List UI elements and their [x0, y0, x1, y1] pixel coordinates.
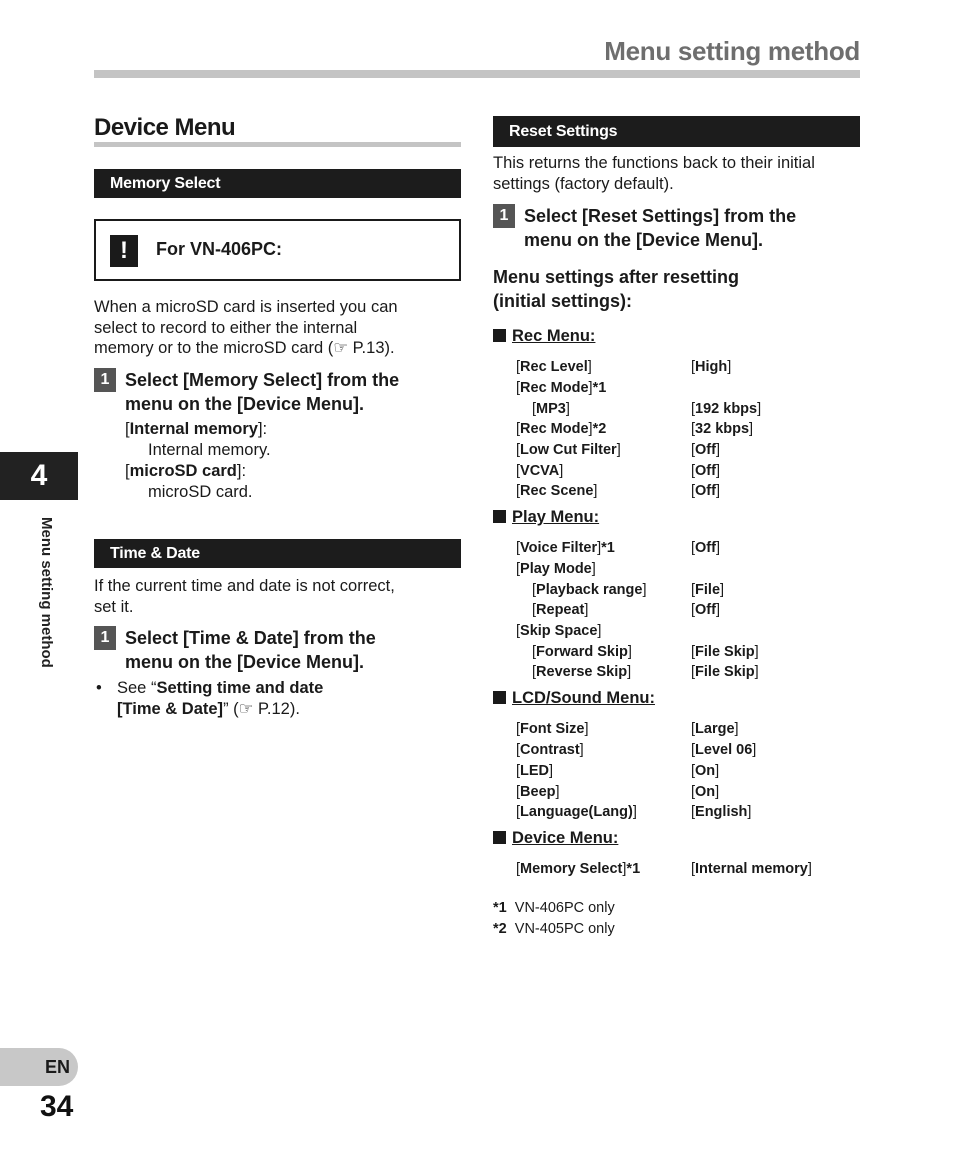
rec-menu-heading: Rec Menu:	[493, 327, 595, 346]
step-number: 1	[94, 368, 116, 392]
setting-row: [MP3]	[532, 401, 570, 417]
reset-description: This returns the functions back to their initial settings (factory default).	[493, 154, 815, 193]
time-date-description: If the current time and date is not correct, set it.	[94, 577, 395, 616]
setting-value: [On]	[691, 784, 720, 800]
setting-row: [Rec Mode]*2	[516, 421, 607, 437]
reset-step: 1 Select [Reset Settings] from the menu on the [Device Menu].	[493, 204, 860, 256]
setting-value: [File]	[691, 582, 725, 598]
side-chapter-label: Menu setting method	[38, 517, 55, 668]
setting-row: [Rec Scene]	[516, 483, 598, 499]
setting-row: [Forward Skip]	[532, 644, 632, 660]
setting-value: [High]	[691, 359, 732, 375]
setting-row: [Low Cut Filter]	[516, 442, 621, 458]
square-bullet-icon	[493, 691, 506, 704]
time-date-see-reference: • See “Setting time and date [Time & Date]” (☞ P.12).	[96, 679, 324, 718]
setting-row: [Contrast]	[516, 742, 584, 758]
setting-value: [File Skip]	[691, 664, 759, 680]
step-number: 1	[493, 204, 515, 228]
setting-value: [Off]	[691, 602, 720, 618]
setting-row: [Skip Space]	[516, 623, 602, 639]
option-internal-memory: [Internal memory]:	[125, 420, 268, 438]
setting-row: [Beep]	[516, 784, 560, 800]
memory-select-bar: Memory Select	[94, 169, 461, 198]
note-text: For VN-406PC:	[156, 239, 283, 259]
page-number: 34	[40, 1090, 74, 1123]
reset-settings-bar: Reset Settings	[493, 116, 860, 147]
option-microsd-card: [microSD card]:	[125, 462, 247, 480]
section-rule	[94, 142, 461, 147]
setting-row: [Playback range]	[532, 582, 647, 598]
setting-row: [Voice Filter]*1	[516, 540, 615, 556]
setting-row: [Reverse Skip]	[532, 664, 632, 680]
setting-value: [Off]	[691, 463, 720, 479]
setting-value: [192 kbps]	[691, 401, 762, 417]
memory-select-step: 1 Select [Memory Select] from the menu on the [Device Menu].	[94, 368, 461, 420]
device-menu-heading: Device Menu:	[493, 829, 618, 848]
time-date-bar: Time & Date	[94, 539, 461, 568]
setting-value: [On]	[691, 763, 720, 779]
setting-value: [Internal memory]	[691, 861, 812, 877]
header-rule	[94, 70, 860, 78]
setting-row: [LED]	[516, 763, 554, 779]
setting-value: [Off]	[691, 483, 720, 499]
play-menu-heading: Play Menu:	[493, 508, 599, 527]
square-bullet-icon	[493, 510, 506, 523]
memory-select-options: [Internal memory]: Internal memory. [microSD card]: microSD card.	[125, 420, 271, 501]
footnote: *1 VN-406PC only	[493, 900, 615, 916]
footnote: *2 VN-405PC only	[493, 921, 615, 937]
square-bullet-icon	[493, 329, 506, 342]
initial-settings-title: Menu settings after resetting (initial settings):	[493, 267, 740, 311]
setting-row: [Play Mode]	[516, 561, 596, 577]
step-number: 1	[94, 626, 116, 650]
setting-row: [Rec Level]	[516, 359, 592, 375]
setting-row: [Rec Mode]*1	[516, 380, 607, 396]
page-header-title: Menu setting method	[604, 36, 860, 66]
warning-icon: !	[110, 235, 138, 267]
setting-value: [Off]	[691, 442, 720, 458]
setting-value: [File Skip]	[691, 644, 759, 660]
setting-row: [Language(Lang)]	[516, 804, 637, 820]
chapter-tab: 4	[0, 452, 78, 500]
setting-value: [32 kbps]	[691, 421, 754, 437]
setting-value: [Large]	[691, 721, 739, 737]
lcd-sound-menu-heading: LCD/Sound Menu:	[493, 689, 655, 708]
setting-value: [English]	[691, 804, 752, 820]
setting-row: [Font Size]	[516, 721, 589, 737]
setting-row: [Memory Select]*1	[516, 861, 641, 877]
setting-value: [Level 06]	[691, 742, 757, 758]
section-title: Device Menu	[94, 114, 236, 141]
language-badge: EN	[0, 1048, 78, 1086]
square-bullet-icon	[493, 831, 506, 844]
note-box	[94, 219, 461, 281]
time-date-step: 1 Select [Time & Date] from the menu on the [Device Menu].	[94, 626, 461, 678]
memory-select-description: When a microSD card is inserted you can select to record to either the internal memory or to the microSD card (☞ P.13).	[94, 298, 398, 357]
setting-row: [Repeat]	[532, 602, 589, 618]
setting-value: [Off]	[691, 540, 720, 556]
setting-row: [VCVA]	[516, 463, 564, 479]
